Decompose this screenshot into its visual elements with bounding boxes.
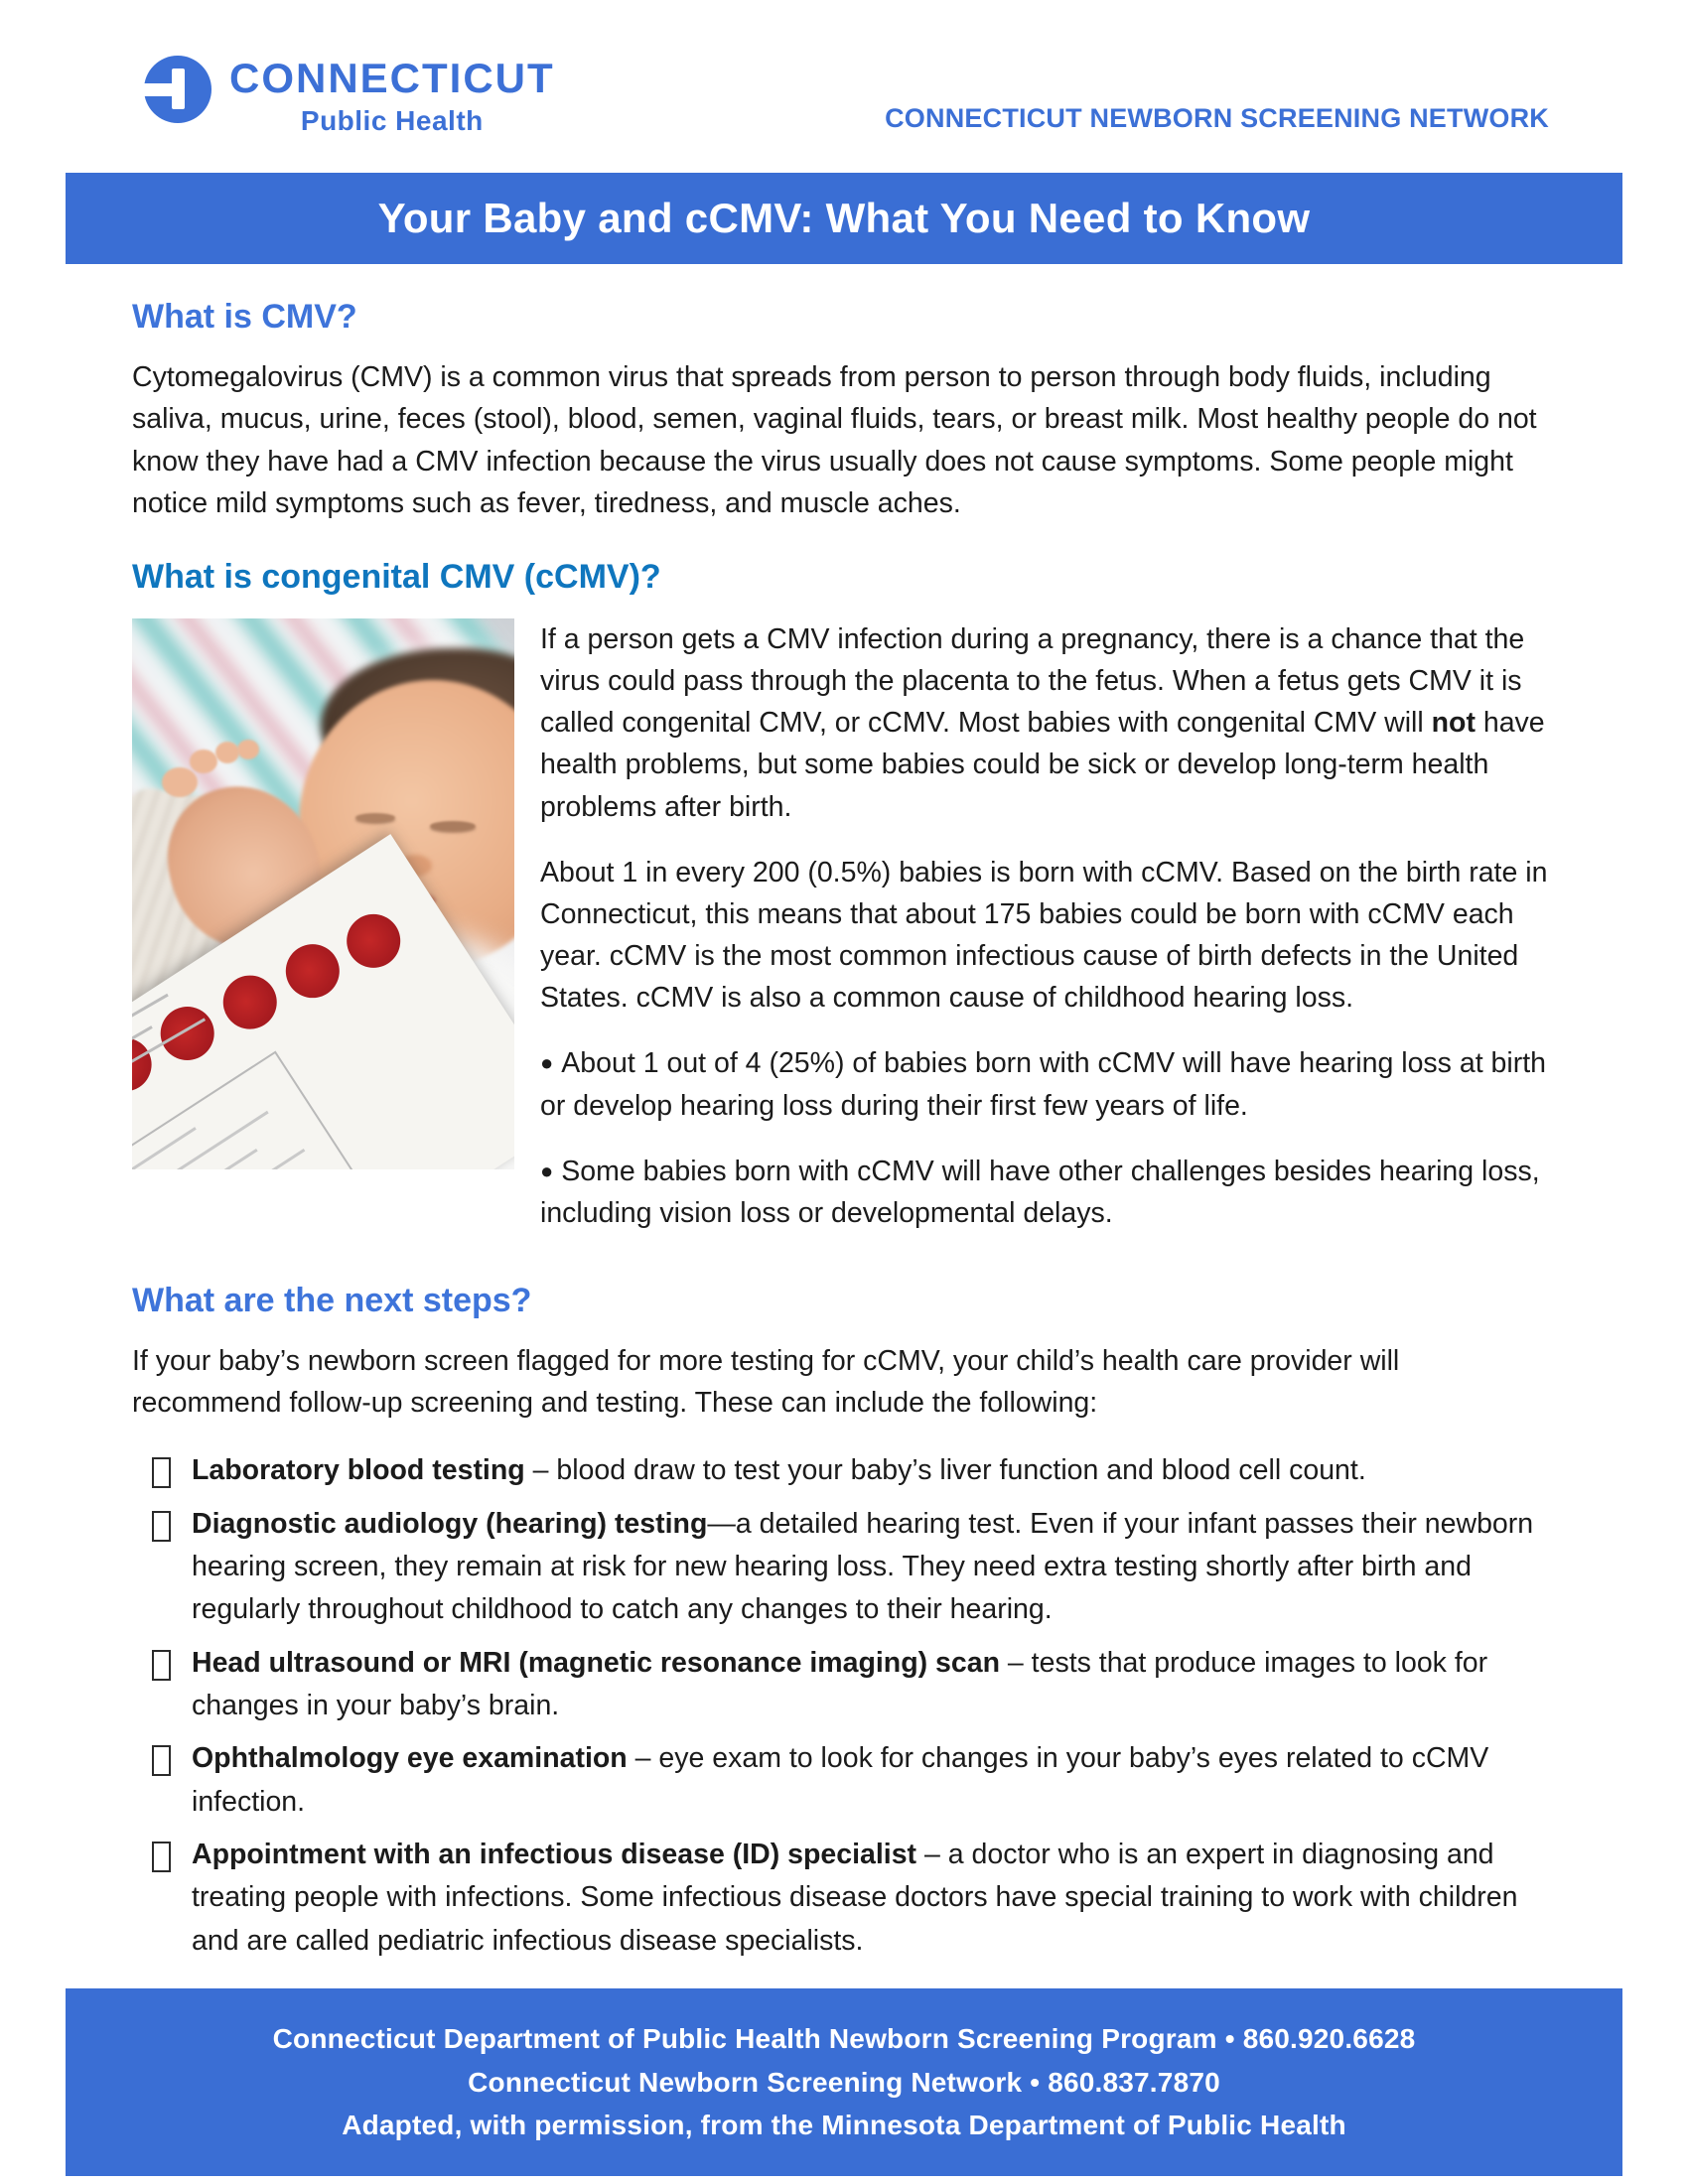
content	[132, 298, 1554, 2031]
ccmv-p1-before: If a person gets a CMV infection during a pregnancy, there is a chance that the virus could pass through the placenta to the fetus. When a fetus gets CMV it is called congenital CMV, or cCMV. Most babies with congenital CMV will	[540, 622, 1525, 740]
footer-line-2: Connecticut Newborn Screening Network • 860.837.7870	[468, 2066, 1220, 2098]
check-item-title: Ophthalmology eye examination	[192, 1742, 628, 1775]
paragraph-what-is-cmv: Cytomegalovirus (CMV) is a common virus that spreads from person to person through body fluids, including saliva, mucus, urine, feces (stool), blood, semen, vaginal fluids, tears, or breast milk. Most healthy people do not know they have had a CMV infection because the virus usually does not cause symptoms. Some people might notice mild symptoms such as fever, tiredness, and muscle aches.	[132, 361, 1537, 519]
check-item-desc: – blood draw to test your baby’s liver function and blood cell count.	[524, 1454, 1366, 1487]
photo-baby-eye-left	[355, 813, 395, 822]
checkbox-icon	[152, 1842, 171, 1872]
photo-baby-toe	[190, 750, 217, 773]
page-header	[0, 0, 1688, 137]
check-item-desc: —a detailed hearing test. Even if your infant passes their newborn hearing screen, they remain at risk for new hearing loss. They need extra testing shortly after birth and regularly throughout childhood to catch any changes to their hearing.	[192, 1507, 1534, 1626]
ccmv-bullet-1-text: About 1 out of 4 (25%) of babies born with cCMV will have hearing loss at birth or develop hearing loss during their first few years of life.	[540, 1047, 1546, 1122]
logo-subtitle: Public Health	[300, 105, 484, 137]
heading-what-is-cmv: What is CMV?	[132, 298, 357, 337]
bullet-icon: ●	[540, 1158, 554, 1183]
ccmv-bullet-1	[540, 1042, 1554, 1126]
ccmv-bullet-2	[540, 1151, 1554, 1234]
ccmv-media-row	[132, 618, 1554, 1258]
ccmv-bullet-2-text: Some babies born with cCMV will have other challenges besides hearing loss, including vision loss or developmental delays.	[540, 1155, 1540, 1229]
photo-baby-toe	[215, 742, 239, 763]
bullet-icon: ●	[540, 1050, 554, 1076]
checklist-item-lab-blood-testing	[152, 1449, 1554, 1492]
paragraph-ccmv-2: About 1 in every 200 (0.5%) babies is born with cCMV. Based on the birth rate in Connecticut, this means that about 175 babies could be born with cCMV each year. cCMV is the most common infectious cause of birth defects in the United States. cCMV is also a common cause of childhood hearing loss.	[540, 856, 1548, 1015]
check-item-desc: – tests that produce images to look for changes in your baby’s brain.	[192, 1646, 1488, 1722]
paragraph-ccmv-1	[540, 618, 1554, 828]
network-title: CONNECTICUT NEWBORN SCREENING NETWORK	[885, 103, 1549, 133]
check-item-title: Head ultrasound or MRI (magnetic resonance imaging) scan	[192, 1646, 1000, 1679]
footer-line-1: Connecticut Department of Public Health Newborn Screening Program • 860.920.6628	[272, 2022, 1416, 2054]
photo-baby-toe	[237, 740, 259, 759]
check-item-desc: – eye exam to look for changes in your baby’s eyes related to cCMV infection.	[192, 1742, 1489, 1818]
page-title: Your Baby and cCMV: What You Need to Know	[377, 195, 1311, 242]
checkbox-icon	[152, 1457, 171, 1488]
check-item-title: Diagnostic audiology (hearing) testing	[192, 1507, 708, 1540]
checklist-item-audiology-testing	[152, 1503, 1554, 1632]
ct-logo-icon	[144, 56, 211, 123]
photo-blood-spot	[275, 934, 350, 1009]
check-item-title: Appointment with an infectious disease (ID) specialist	[192, 1838, 917, 1870]
footer-line-3: Adapted, with permission, from the Minnesota Department of Public Health	[342, 2110, 1346, 2141]
check-item-title: Laboratory blood testing	[192, 1454, 525, 1487]
checkbox-icon	[152, 1650, 171, 1681]
ccmv-text-column	[540, 618, 1554, 1258]
checklist-item-id-specialist	[152, 1834, 1554, 1963]
title-banner	[66, 173, 1622, 264]
checklist-item-head-ultrasound-mri	[152, 1642, 1554, 1728]
check-item-desc: – a doctor who is an expert in diagnosing and treating people with infections. Some infectious disease doctors have special training to work with children and are called pediatric infectious disease specialists.	[192, 1838, 1518, 1957]
logo-title: CONNECTICUT	[229, 55, 555, 101]
ccmv-p1-after: have health problems, but some babies could be sick or develop long-term health problems after birth.	[540, 707, 1545, 823]
logo-text	[229, 56, 555, 137]
newborn-screening-photo	[132, 618, 514, 1169]
photo-baby-toe	[162, 767, 198, 797]
heading-next-steps: What are the next steps?	[132, 1282, 532, 1320]
ct-public-health-logo	[144, 56, 555, 137]
next-steps-checklist	[152, 1449, 1554, 1962]
heading-what-is-ccmv: What is congenital CMV (cCMV)?	[132, 557, 661, 596]
ccmv-p1-bold-not: not	[1431, 707, 1476, 740]
paragraph-next-steps-intro: If your baby’s newborn screen flagged for more testing for cCMV, your child’s health care provider will recommend follow-up screening and testing. These can include the following:	[132, 1345, 1400, 1420]
checklist-item-ophthalmology-exam	[152, 1737, 1554, 1824]
footer-banner	[66, 1988, 1622, 2176]
photo-blood-spot	[337, 903, 411, 978]
checkbox-icon	[152, 1745, 171, 1776]
checkbox-icon	[152, 1511, 171, 1542]
photo-baby-eye-right	[430, 821, 476, 831]
